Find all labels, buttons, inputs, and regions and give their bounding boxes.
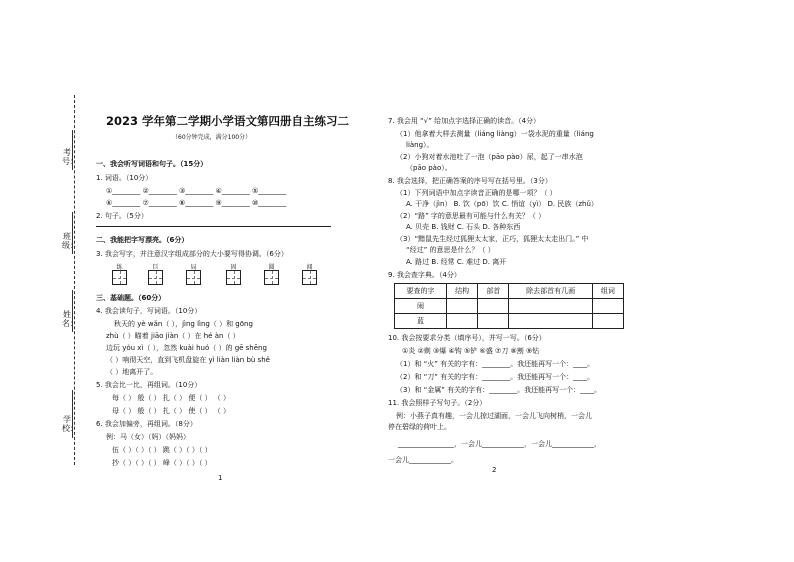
margin-label-name: 姓名： [62,310,78,328]
margin-label-class: 班级： [62,232,78,250]
table-cell-char: 蓝 [395,314,447,329]
page-number-2: 2 [492,466,497,474]
q10-line-2[interactable]: （2）和 “刀” 有关的字有：________。我还能再写一个：____。 [396,373,595,381]
table-cell-answer[interactable] [592,314,623,329]
question-3: 3. 我会写字，并注意汉字组成部分的大小要写得协调。（6分） [96,250,288,258]
box-label-4: 固 [230,264,237,271]
box-label-1: 练 [116,264,123,271]
binding-dashed-line [74,95,75,465]
left-page [86,0,386,562]
q10-items: ①炎 ②剃 ③爆 ④钩 ⑤铲 ⑥盛 ⑦刀 ⑧割 ⑨钻 [402,347,540,355]
box-label-3: 局 [190,264,197,271]
q7-line-2[interactable]: （2）小狗对着水池吐了一泡（pāo pào）尿，起了一串水泡 [396,153,583,161]
q4-line-5[interactable]: （ ）地离开了。 [106,368,158,376]
q5-line-2[interactable]: 母（ ） 般（ ） 扎（ ） 使（ ） （ ） [112,407,231,415]
q8-options-3[interactable]: A. 路过 B. 经常 C. 难过 D. 离开 [406,258,507,266]
table-cell-answer[interactable] [509,314,592,329]
margin-label-school: 学校： [62,415,78,433]
table-cell-answer[interactable] [447,299,478,314]
q8-line-3: （3）“黯鼠先生经过狐狸太太家，正巧，狐狸太太走出门。” 中 [396,235,589,243]
q10-line-1[interactable]: （1）和 “火” 有关的字有：________。我还能再写一个：____。 [396,360,595,368]
table-header-cell: 除去部首有几画 [509,284,592,299]
table-cell-answer[interactable] [478,299,509,314]
q10-line-3[interactable]: （3）和 “金属” 有关的字有：________。我还能再写一个：____。 [396,386,602,394]
margin-blank-class [72,212,73,254]
table-header-cell: 组词 [592,284,623,299]
character-box-2[interactable] [148,270,163,285]
question-10: 10. 我会按要求分类（填序号），并写一写。（6分） [388,334,546,342]
question-2: 2. 句子。（5分） [96,212,148,220]
margin-blank-exam-number [72,130,73,170]
margin-blank-school [72,390,73,438]
margin-label-exam-number: 考号： [62,148,78,166]
table-cell-answer[interactable] [509,299,592,314]
table-cell-answer[interactable] [447,314,478,329]
character-box-5[interactable] [264,270,279,285]
table-header-cell: 要查的字 [395,284,447,299]
table-header-row [395,284,624,299]
q11-example-cont: 停在碧绿的荷叶上。 [388,423,451,431]
q1-blanks-row-1[interactable]: ①________ ②________ ③________ ④________ ⑤________ [106,187,287,195]
box-label-5: 圆 [268,264,275,271]
question-11: 11. 我会照样子写句子。（2分） [388,399,487,407]
q1-blanks-row-2[interactable]: ⑥________ ⑦________ ⑧________ ⑨________ ⑩________ [106,199,287,207]
q4-line-1[interactable]: 秋天的 yè wǎn（ ），jìng lìng（ ）和 gōng [114,320,253,328]
q8-options-1[interactable]: A. 干净（jìn） B. 饮（pō）饮 C. 悄谊（yì） D. 民族（zhǔ） [406,200,598,208]
exam-subtitle: （60分钟完成，满分100分） [172,134,252,141]
character-box-3[interactable] [186,270,201,285]
q11-answer-line-2[interactable]: 一会儿____________。 [388,456,458,464]
dictionary-table [394,283,624,329]
q6-example: 例：马（女）（妈）（妈妈） [106,433,190,441]
table-cell-answer[interactable] [592,299,623,314]
q7-line-1b: liàng）。 [406,141,434,149]
table-cell-answer[interactable] [478,314,509,329]
q8-line-2: （2）“路” 字的意思最有可能与什么有关？（ ） [396,212,546,220]
q8-options-2[interactable]: A. 贝壳 B. 钱财 C. 石头 D. 各种东西 [406,223,521,231]
q7-line-1[interactable]: （1）他拿着大样去测量（liáng liàng）一袋水泥的重量（liáng [396,130,594,138]
page-number-1: 1 [218,474,223,482]
table-row [395,314,624,329]
q2-answer-line[interactable] [96,226,331,227]
question-5: 5. 我会比一比，再组词。（10分） [96,381,202,389]
q8-line-1: （1）下列词语中加点字读音正确的是哪一项？（ ） [396,189,557,197]
section-1-heading: 一、我会听写词语和句子。（15分） [96,160,208,168]
question-4: 4. 我会读句子，写词语。（10分） [96,307,202,315]
table-cell-char: 闹 [395,299,447,314]
question-9: 9. 我会查字典。（4分） [388,271,461,279]
question-1: 1. 词语。（10分） [96,174,153,182]
q4-line-4[interactable]: （ ）响彻天空，直到飞机盘旋在 yì liàn liàn bù shě [106,356,270,364]
table-row [395,299,624,314]
margin-blank-name [72,290,73,332]
q6-line-1[interactable]: 伍（ ）（ ）（ ） 跳（ ）（ ）（ ） [112,446,212,454]
character-box-1[interactable] [112,270,127,285]
q6-line-2[interactable]: 抄（ ）（ ）（ ） 峰（ ）（ ）（ ） [112,459,212,467]
question-7: 7. 我会用 “√” 给加点字选择正确的读音。（4分） [388,117,541,125]
character-box-6[interactable] [302,270,317,285]
q4-line-3[interactable]: 边玩 yóu xì（ ），忽然 kuài huó（ ）的 gē shēng [106,344,267,352]
q11-answer-line-1[interactable]: ________________，一会儿____________，一会儿____________， [398,440,601,448]
exam-title: 2023 学年第二学期小学语文第四册自主练习二 [106,114,350,128]
question-6: 6. 我会加偏旁，再组词。（8分） [96,420,197,428]
table-header-cell: 部首 [478,284,509,299]
right-page [384,0,784,562]
q11-example: 例：小燕子真有趣，一会儿掠过湖面，一会儿飞向树梢，一会儿 [396,412,592,420]
q4-line-2[interactable]: zhù（ ）瞄着 jiāo jiàn（ ）在 hé àn（ ） [106,332,240,340]
q8-line-3b: “经过” 的意思是什么？（ ） [406,246,495,254]
question-8: 8. 我会选择，把正确答案的序号写在括号里。（3分） [388,177,552,185]
section-3-heading: 三、基础题。（60分） [96,294,166,302]
character-box-4[interactable] [226,270,241,285]
box-label-2: 巨 [152,264,159,271]
q7-line-2b: （pāo pào）。 [406,164,452,172]
section-2-heading: 二、我能把字写漂亮。（6分） [96,236,189,244]
table-header-cell: 结构 [447,284,478,299]
q5-line-1[interactable]: 每（ ） 般（ ） 扎（ ） 便（ ） （ ） [112,394,231,402]
box-label-6: 闻 [306,264,313,271]
